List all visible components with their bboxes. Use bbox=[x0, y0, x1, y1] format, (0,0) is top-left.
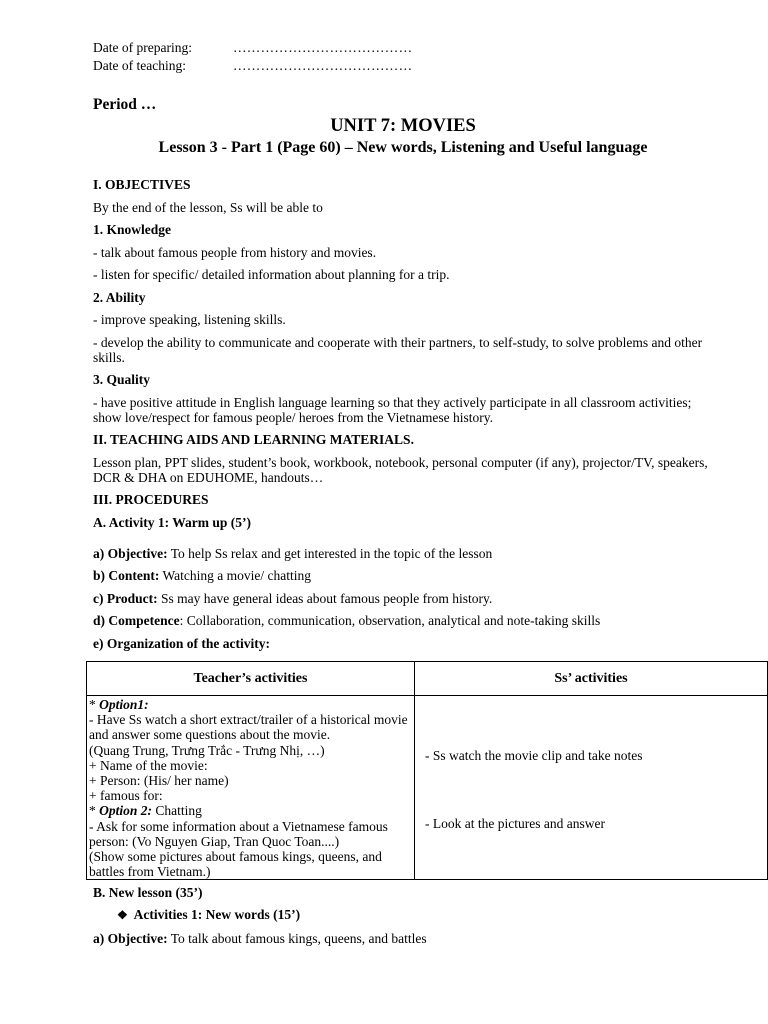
quality-heading: 3. Quality bbox=[93, 372, 151, 387]
table-row bbox=[87, 696, 768, 880]
diamond-bullet-icon: ❖ bbox=[117, 908, 128, 922]
option1-line bbox=[89, 697, 412, 712]
date-teaching-label: Date of teaching: bbox=[93, 58, 186, 73]
date-preparing-row bbox=[93, 40, 713, 58]
knowledge-item: - talk about famous people from history and movies. bbox=[93, 244, 377, 260]
ability-item: - develop the ability to communicate and cooperate with their partners, to self-study, to solve problems and other skills. bbox=[93, 334, 703, 365]
option2-label: Option 2: bbox=[99, 803, 153, 819]
product-text: Ss may have general ideas about famous people from history. bbox=[157, 590, 493, 606]
content-line bbox=[93, 568, 713, 583]
teacher-line: (Quang Trung, Trưng Trắc - Trưng Nhị, …) bbox=[89, 742, 325, 758]
teacher-line: (Show some pictures about famous kings, queens, and battles from Vietnam.) bbox=[89, 849, 382, 880]
date-teaching-row bbox=[93, 58, 713, 76]
option2-rest: Chatting bbox=[152, 803, 202, 819]
ss-activities-header: Ss’ activities bbox=[415, 662, 768, 696]
option2-prefix: * bbox=[89, 803, 100, 819]
new-lesson-section bbox=[93, 885, 713, 946]
competence-line bbox=[93, 613, 713, 628]
teacher-line: + Name of the movie: bbox=[89, 757, 208, 773]
objectives-intro: By the end of the lesson, Ss will be able to bbox=[93, 199, 323, 215]
lesson-title: Lesson 3 - Part 1 (Page 60) – New words, Listening and Useful language bbox=[158, 139, 648, 156]
activity-table bbox=[86, 661, 768, 880]
lesson-plan-page bbox=[93, 40, 713, 651]
teacher-line: + Person: (His/ her name) bbox=[89, 773, 229, 789]
activity1-bullet bbox=[117, 907, 713, 923]
product-line bbox=[93, 591, 713, 606]
teacher-line: - Have Ss watch a short extract/trailer of a historical movie and answer some questions about the movie. bbox=[89, 712, 408, 743]
period-heading: Period … bbox=[93, 96, 157, 113]
content-text: Watching a movie/ chatting bbox=[159, 568, 311, 583]
product-label: c) Product: bbox=[93, 590, 158, 606]
new-lesson-objective-text: To talk about famous kings, queens, and battles bbox=[167, 930, 427, 946]
teacher-line: + famous for: bbox=[89, 788, 163, 804]
content-label: b) Content: bbox=[93, 568, 160, 583]
competence-text: : Collaboration, communication, observation, analytical and note-taking skills bbox=[179, 613, 601, 628]
aids-heading: II. TEACHING AIDS AND LEARNING MATERIALS. bbox=[93, 432, 414, 447]
ss-activities-cell bbox=[415, 696, 768, 880]
unit-title: UNIT 7: MOVIES bbox=[330, 116, 476, 136]
date-teaching-value: ………………………………… bbox=[233, 58, 413, 73]
quality-item: - have positive attitude in English language learning so that they actively participate in all classroom activities; show love/respect for famous people/ heroes from the Vietnamese history. bbox=[93, 394, 692, 425]
activity-a-heading: A. Activity 1: Warm up (5’) bbox=[93, 514, 251, 530]
new-lesson-objective-label: a) Objective: bbox=[93, 930, 168, 946]
activity1-heading: Activities 1: New words (15’) bbox=[133, 907, 301, 922]
teacher-activities-header: Teacher’s activities bbox=[87, 662, 415, 696]
ability-item: - improve speaking, listening skills. bbox=[93, 312, 286, 327]
new-lesson-objective-line bbox=[93, 931, 713, 946]
ss-line: - Ss watch the movie clip and take notes bbox=[425, 748, 643, 763]
option2-line bbox=[89, 803, 412, 818]
date-preparing-label: Date of preparing: bbox=[93, 40, 192, 55]
objective-text: To help Ss relax and get interested in the topic of the lesson bbox=[167, 545, 493, 561]
ability-heading: 2. Ability bbox=[93, 289, 146, 305]
objective-label: a) Objective: bbox=[93, 545, 168, 561]
option1-prefix: * bbox=[89, 697, 100, 712]
option1-label: Option1: bbox=[99, 697, 149, 712]
procedures-heading: III. PROCEDURES bbox=[93, 492, 209, 507]
aids-text: Lesson plan, PPT slides, student’s book, workbook, notebook, personal computer (if any), projector/TV, speakers, DCR & DHA on EDUHOME, handouts… bbox=[93, 454, 708, 485]
date-preparing-value: ………………………………… bbox=[233, 40, 413, 55]
table-header-row bbox=[87, 662, 768, 696]
objectives-heading: I. OBJECTIVES bbox=[93, 177, 191, 192]
teacher-line: - Ask for some information about a Vietnamese famous person: (Vo Nguyen Giap, Tran Quoc Toan....) bbox=[89, 818, 388, 849]
knowledge-item: - listen for specific/ detailed information about planning for a trip. bbox=[93, 267, 450, 282]
knowledge-heading: 1. Knowledge bbox=[93, 222, 172, 237]
ss-line: - Look at the pictures and answer bbox=[425, 816, 605, 832]
organization-heading: e) Organization of the activity: bbox=[93, 635, 270, 651]
teacher-activities-cell bbox=[87, 696, 415, 880]
objective-line bbox=[93, 546, 713, 561]
competence-label: d) Competence bbox=[93, 613, 180, 628]
new-lesson-heading: B. New lesson (35’) bbox=[93, 885, 203, 900]
